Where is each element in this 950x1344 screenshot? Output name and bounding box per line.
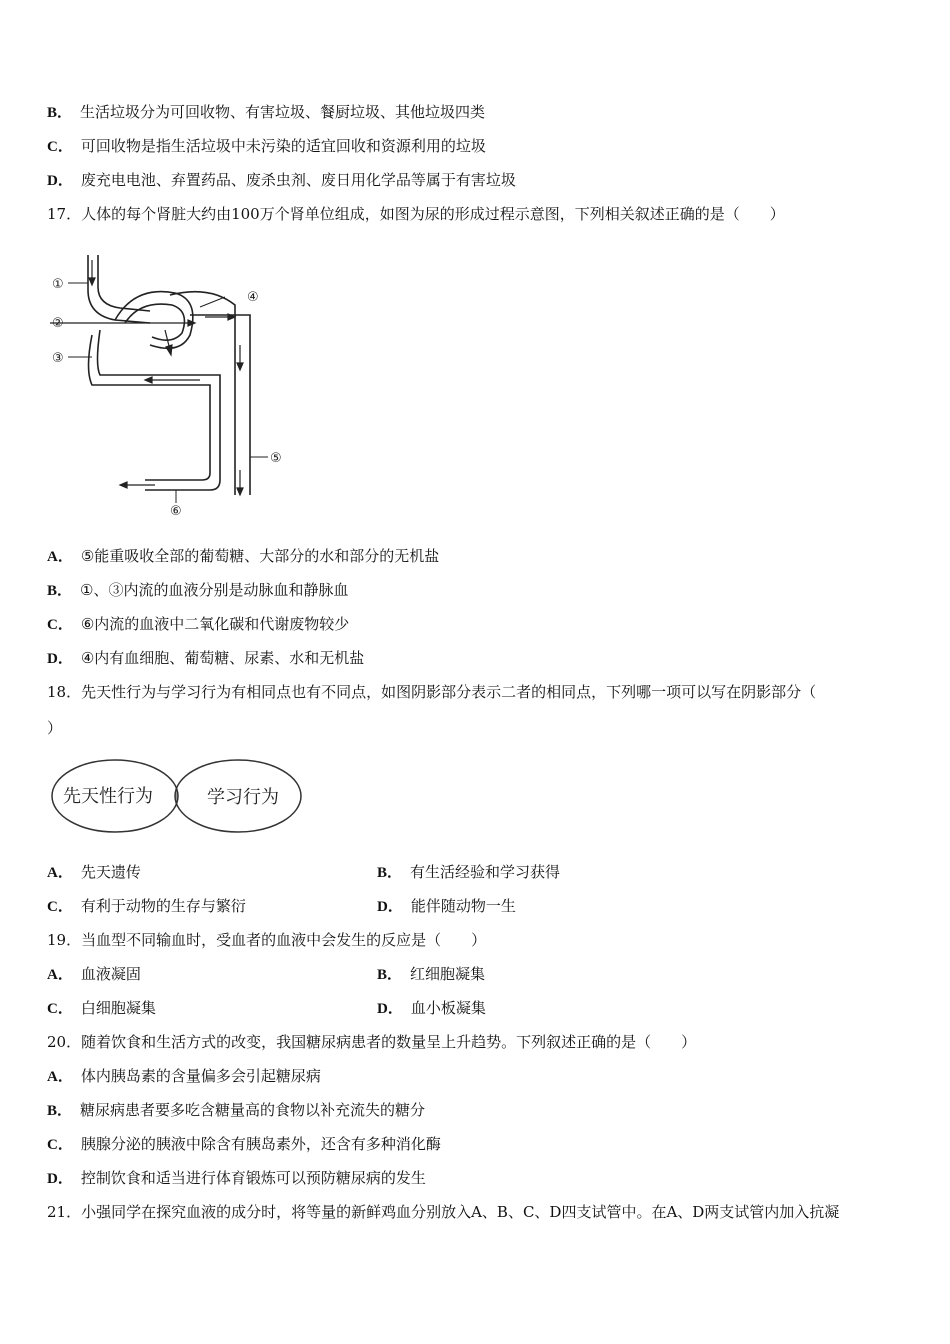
- q19-stem: 19．当血型不同输血时，受血者的血液中会发生的反应是（ ）: [47, 931, 487, 949]
- q20-option-a: A． 体内胰岛素的含量偏多会引起糖尿病: [47, 1067, 321, 1085]
- q21-stem: 21．小强同学在探究血液的成分时，将等量的新鲜鸡血分别放入A、B、C、D四支试管中。在A、D两支试管内加入抗凝: [47, 1203, 840, 1221]
- q19-option-d: D． 血小板凝集: [377, 999, 486, 1017]
- label-1: ①: [52, 277, 64, 292]
- q16-option-d: D． 废充电电池、弃置药品、废杀虫剂、废日用化学品等属于有害垃圾: [47, 171, 516, 189]
- label-4: ④: [247, 290, 259, 305]
- q17-option-c: C． ⑥内流的血液中二氧化碳和代谢废物较少: [47, 615, 350, 633]
- label-5: ⑤: [270, 451, 282, 466]
- q20-option-d: D． 控制饮食和适当进行体育锻炼可以预防糖尿病的发生: [47, 1169, 426, 1187]
- nephron-diagram: [40, 245, 300, 530]
- venn-diagram: [50, 757, 305, 835]
- venn-right-label: 学习行为: [207, 787, 279, 808]
- q19-option-c: C． 白细胞凝集: [47, 999, 156, 1017]
- label-6: ⑥: [170, 504, 182, 519]
- q17-option-b: B． ①、③内流的血液分别是动脉血和静脉血: [47, 581, 349, 599]
- label-2: ②: [52, 316, 64, 331]
- q18-stem-line2: ）: [47, 719, 63, 737]
- q18-option-b: B． 有生活经验和学习获得: [377, 863, 561, 881]
- q17-option-d: D． ④内有血细胞、葡萄糖、尿素、水和无机盐: [47, 649, 365, 667]
- q17-option-a: A． ⑤能重吸收全部的葡萄糖、大部分的水和部分的无机盐: [47, 547, 440, 565]
- q20-stem: 20．随着饮食和生活方式的改变，我国糖尿病患者的数量呈上升趋势。下列叙述正确的是（ ）: [47, 1033, 697, 1051]
- q18-stem-line1: 18．先天性行为与学习行为有相同点也有不同点，如图阴影部分表示二者的相同点，下列哪一项可以写在阴影部分（: [47, 683, 817, 701]
- q19-option-b: B． 红细胞凝集: [377, 965, 486, 983]
- q17-stem: 17．人体的每个肾脏大约由100万个肾单位组成，如图为尿的形成过程示意图，下列相关叙述正确的是（ ）: [47, 205, 785, 223]
- q20-option-c: C． 胰腺分泌的胰液中除含有胰岛素外，还含有多种消化酶: [47, 1135, 441, 1153]
- q16-option-b: B． 生活垃圾分为可回收物、有害垃圾、餐厨垃圾、其他垃圾四类: [47, 103, 486, 121]
- venn-left-label: 先天性行为: [63, 786, 153, 807]
- nephron-labels: [52, 277, 282, 519]
- q16-option-c: C． 可回收物是指生活垃圾中未污染的适宜回收和资源利用的垃圾: [47, 137, 486, 155]
- q18-option-a: A． 先天遗传: [47, 863, 141, 881]
- q20-option-b: B． 糖尿病患者要多吃含糖量高的食物以补充流失的糖分: [47, 1101, 426, 1119]
- q18-option-c: C． 有利于动物的生存与繁衍: [47, 897, 246, 915]
- label-3: ③: [52, 351, 64, 366]
- q18-option-d: D． 能伴随动物一生: [377, 897, 516, 915]
- q19-option-a: A． 血液凝固: [47, 965, 141, 983]
